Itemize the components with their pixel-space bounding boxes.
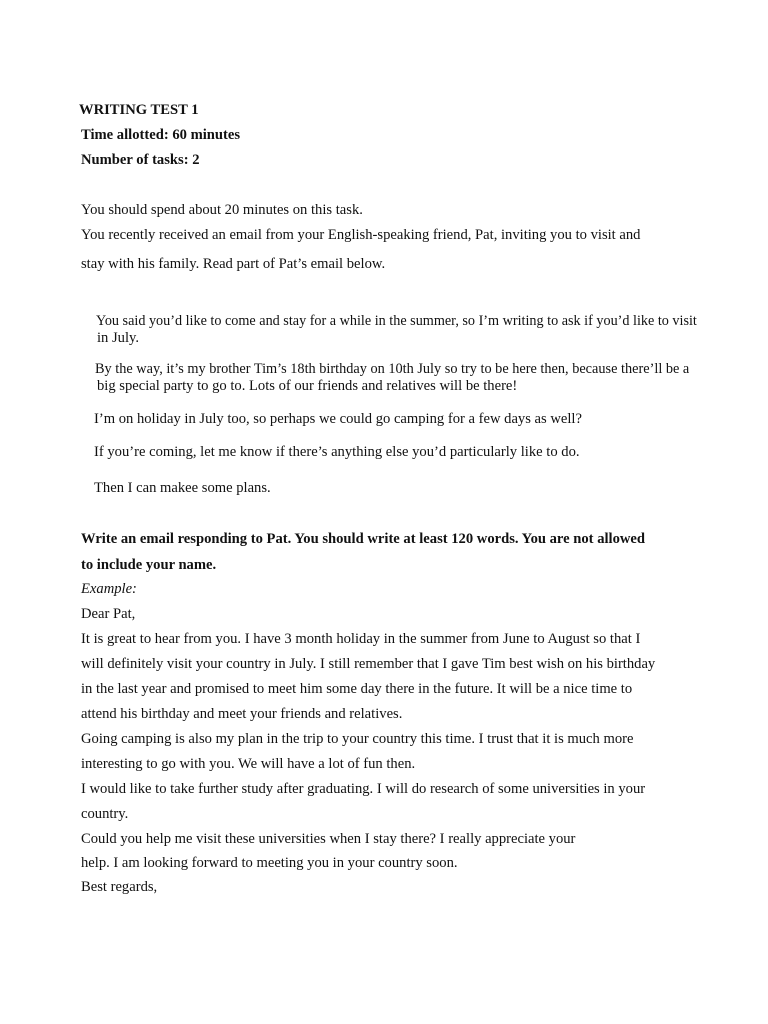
example-line-8: country. xyxy=(81,806,129,822)
task-intro-1: You should spend about 20 minutes on this task. xyxy=(81,202,363,218)
email-p2-line2: big special party to go to. Lots of our friends and relatives will be there! xyxy=(97,378,518,394)
email-p1-line2: in July. xyxy=(97,330,140,346)
example-closing: Best regards, xyxy=(81,879,158,895)
time-allotted: Time allotted: 60 minutes xyxy=(81,127,241,143)
email-p5: Then I can makee some plans. xyxy=(94,480,271,496)
example-line-4: attend his birthday and meet your friends and relatives. xyxy=(81,706,403,722)
page-title: WRITING TEST 1 xyxy=(79,102,199,118)
example-line-6: interesting to go with you. We will have a lot of fun then. xyxy=(81,756,416,772)
example-line-9: Could you help me visit these universities when I stay there? I really appreciate your xyxy=(81,831,576,847)
example-greeting: Dear Pat, xyxy=(81,606,136,622)
example-label: Example: xyxy=(81,581,137,597)
example-line-2: will definitely visit your country in July. I still remember that I gave Tim best wish on his birthday xyxy=(81,656,656,672)
email-p3: I’m on holiday in July too, so perhaps we could go camping for a few days as well? xyxy=(94,411,582,427)
example-line-3: in the last year and promised to meet him some day there in the future. It will be a nice time to xyxy=(81,681,633,697)
instruction-line2: to include your name. xyxy=(81,557,217,573)
instruction-line1: Write an email responding to Pat. You should write at least 120 words. You are not allowed xyxy=(81,531,646,547)
example-line-7: I would like to take further study after graduating. I will do research of some universities in your xyxy=(81,781,646,797)
example-line-5: Going camping is also my plan in the trip to your country this time. I trust that it is much more xyxy=(81,731,634,747)
email-p4: If you’re coming, let me know if there’s anything else you’d particularly like to do. xyxy=(94,444,580,460)
example-line-1: It is great to hear from you. I have 3 month holiday in the summer from June to August so that I xyxy=(81,631,641,647)
task-intro-3: stay with his family. Read part of Pat’s email below. xyxy=(81,256,386,272)
email-p1-line1: You said you’d like to come and stay for a while in the summer, so I’m writing to ask if you’d like to visit xyxy=(96,313,697,329)
number-of-tasks: Number of tasks: 2 xyxy=(81,152,200,168)
email-p2-line1: By the way, it’s my brother Tim’s 18th birthday on 10th July so try to be here then, because there’ll be a xyxy=(95,361,690,377)
example-line-10: help. I am looking forward to meeting you in your country soon. xyxy=(81,855,458,871)
task-intro-2: You recently received an email from your English-speaking friend, Pat, inviting you to visit and xyxy=(81,227,641,243)
